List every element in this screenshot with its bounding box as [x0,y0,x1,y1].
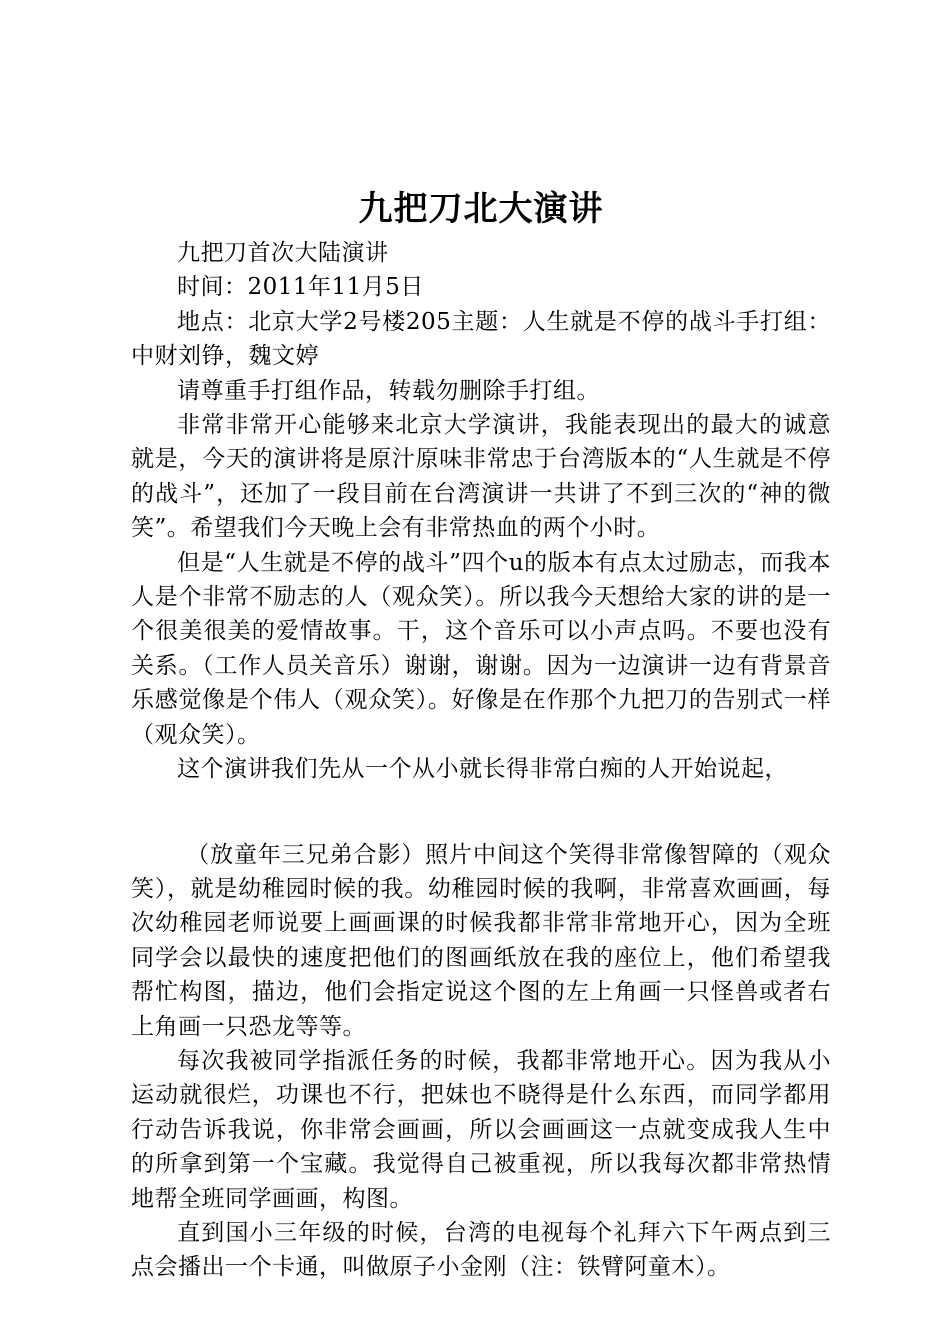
paragraph-gap [131,787,831,838]
document-body [131,236,831,1285]
paragraph-body: 非常非常开心能够来北京大学演讲，我能表现出的最大的诚意就是，今天的演讲将是原汁原味非常忠于台湾版本的“人生就是不停的战斗”，还加了一段目前在台湾演讲一共讲了不到三次的“神的微笑”。希望我们今天晚上会有非常热血的两个小时。 [131,412,831,542]
paragraph-body: （放童年三兄弟合影）照片中间这个笑得非常像智障的（观众笑），就是幼稚园时候的我。幼稚园时候的我啊，非常喜欢画画，每次幼稚园老师说要上画画课的时候我都非常非常地开心，因为全班同学会以最快的速度把他们的图画纸放在我的座位上，他们希望我帮忙构图，描边，他们会指定说这个图的左上角画一只怪兽或者右上角画一只恐龙等等。 [131,841,831,1040]
paragraph-body: 直到国小三年级的时候，台湾的电视每个礼拜六下午两点到三点会播出一个卡通，叫做原子小金刚（注：铁臂阿童木）。 [131,1219,831,1281]
paragraph-body: 这个演讲我们先从一个从小就长得非常白痴的人开始说起， [177,756,788,783]
paragraph-time: 时间：2011年11月5日 [177,274,424,301]
paragraph-body: 每次我被同学指派任务的时候，我都非常地开心。因为我从小运动就很烂，功课也不行，把妹也不晓得是什么东西，而同学都用行动告诉我说，你非常会画画，所以会画画这一点就变成我人生中的所拿到第一个宝藏。我觉得自己被重视，所以我每次都非常热情地帮全班同学画画，构图。 [131,1047,831,1212]
paragraph-notice: 请尊重手打组作品，转载勿删除手打组。 [177,377,600,404]
paragraph-body: 但是“人生就是不停的战斗”四个u的版本有点太过励志，而我本人是个非常不励志的人（观众笑）。所以我今天想给大家的讲的是一个很美很美的爱情故事。干，这个音乐可以小声点吗。不要也没有关系。（工作人员关音乐）谢谢，谢谢。因为一边演讲一边有背景音乐感觉像是个伟人（观众笑）。好像是在作那个九把刀的告别式一样（观众笑）。 [131,549,831,748]
paragraph-location: 地点：北京大学2号楼205主题：人生就是不停的战斗手打组：中财刘铮，魏文婷 [131,308,831,370]
paragraph-subtitle: 九把刀首次大陆演讲 [177,240,389,266]
document-title: 九把刀北大演讲 [358,189,604,229]
